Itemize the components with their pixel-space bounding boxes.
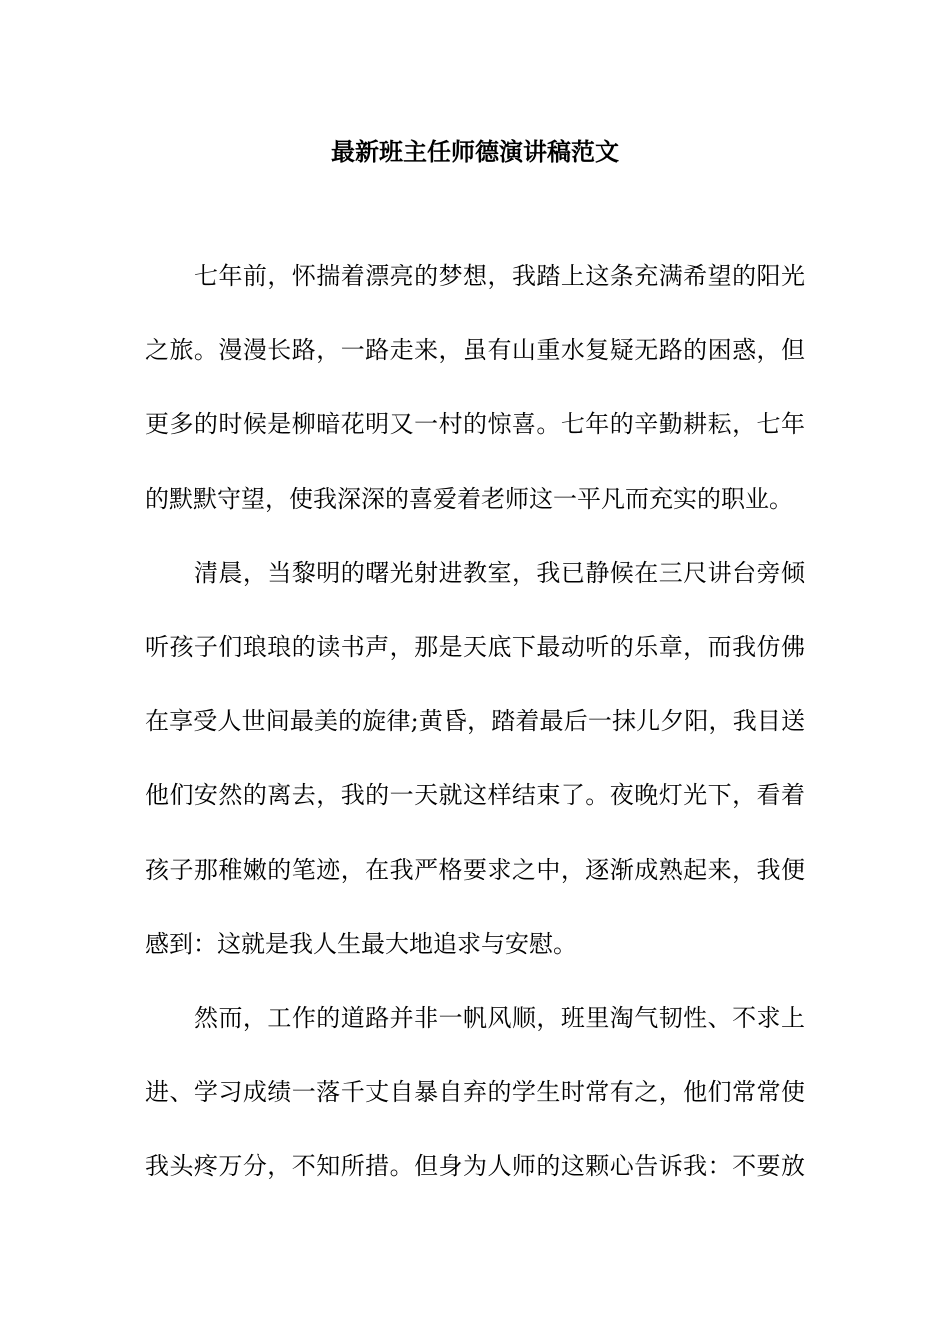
text-line: 我头疼万分，不知所措。但身为人师的这颗心告诉我：不要放 <box>145 1152 805 1181</box>
text-line: 孩子那稚嫩的笔迹，在我严格要求之中，逐渐成熟起来，我便 <box>145 855 805 884</box>
text-line: 之旅。漫漫长路，一路走来，虽有山重水复疑无路的困惑，但 <box>145 336 805 365</box>
text-line: 然而，工作的道路并非一帆风顺，班里淘气韧性、不求上 <box>194 1003 805 1032</box>
text-line: 在享受人世间最美的旋律;黄昏，踏着最后一抹儿夕阳，我目送 <box>145 707 805 736</box>
text-line: 感到：这就是我人生最大地追求与安慰。 <box>145 929 577 958</box>
text-line: 清晨，当黎明的曙光射进教室，我已静候在三尺讲台旁倾 <box>194 558 805 587</box>
text-line: 的默默守望，使我深深的喜爱着老师这一平凡而充实的职业。 <box>145 484 793 513</box>
text-line: 更多的时候是柳暗花明又一村的惊喜。七年的辛勤耕耘，七年 <box>145 410 805 439</box>
text-line: 七年前，怀揣着漂亮的梦想，我踏上这条充满希望的阳光 <box>194 262 805 290</box>
page-title: 最新班主任师德演讲稿范文 <box>331 137 619 166</box>
text-line: 进、学习成绩一落千丈自暴自弃的学生时常有之，他们常常使 <box>145 1078 805 1107</box>
body-text <box>145 254 805 1218</box>
text-line: 他们安然的离去，我的一天就这样结束了。夜晚灯光下，看着 <box>145 781 805 810</box>
text-line: 听孩子们琅琅的读书声，那是天底下最动听的乐章，而我仿佛 <box>145 632 805 661</box>
